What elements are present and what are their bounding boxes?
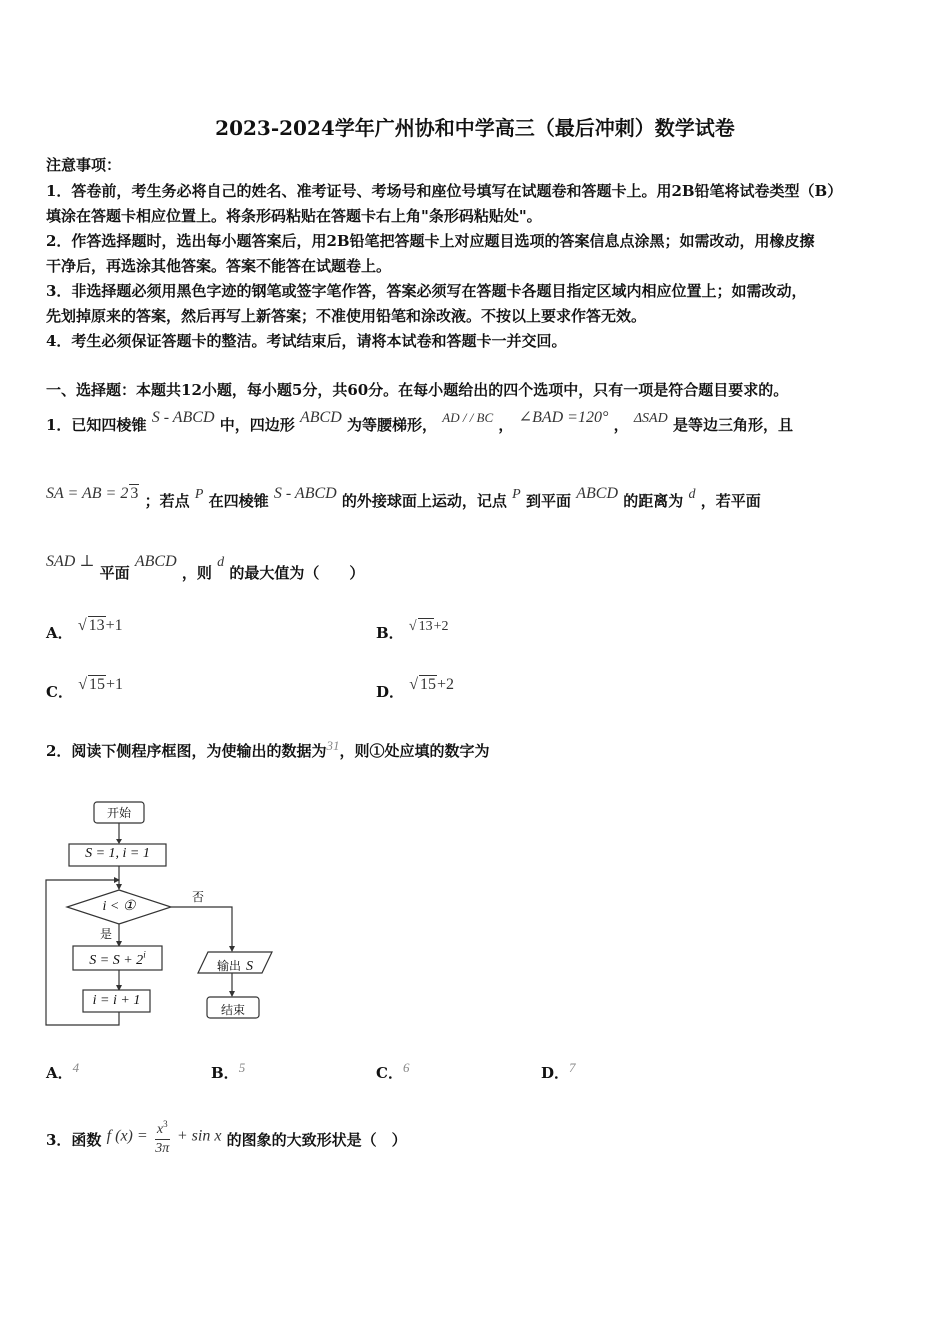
math-distance-d: d — [217, 555, 225, 570]
question-1-line-1 — [46, 406, 793, 434]
q1-text: ， — [498, 416, 514, 434]
option-label: D． — [376, 683, 405, 701]
q3-number: 3．函数 — [46, 1130, 102, 1149]
option-label: C． — [46, 683, 73, 701]
section-heading: 一、选择题：本题共12小题，每小题5分，共60分。在每小题给出的四个选项中，只有一项是符合题目要求的。 — [46, 381, 789, 399]
option-value: 5 — [238, 1060, 246, 1075]
q1-text: 的距离为 — [623, 492, 684, 510]
math-fraction — [155, 1115, 170, 1158]
fraction-numerator — [155, 1115, 170, 1140]
math-point-p: P — [512, 487, 521, 502]
option-radicand: 15 — [420, 676, 437, 693]
math-plane: ABCD — [134, 553, 177, 570]
numerator-base: x — [156, 1122, 164, 1137]
option-b[interactable] — [211, 1056, 246, 1082]
question-3-text — [46, 1115, 407, 1158]
option-b[interactable] — [376, 614, 449, 642]
notice-line: 填涂在答题卡相应位置上。将条形码粘贴在答题卡右上角"条形码粘贴处"。 — [46, 207, 542, 225]
option-radicand: 15 — [88, 676, 105, 693]
math-point-p: P — [194, 487, 204, 502]
flow-init-label: S = 1, i = 1 — [85, 846, 150, 861]
option-label: A． — [46, 624, 73, 642]
q1-text: 的外接球面上运动，记点 — [341, 492, 507, 510]
notice-line: 4．考生必须保证答题卡的整洁。考试结束后，请将本试卷和答题卡一并交回。 — [46, 332, 567, 350]
question-1-line-2 — [46, 482, 761, 510]
flow-update-s-exponent: i — [143, 949, 146, 960]
option-radicand: 13 — [88, 617, 105, 634]
option-label: B． — [376, 624, 404, 642]
q1-text: 在四棱锥 — [208, 492, 269, 510]
q2-text: ，则①处应填的数字为 — [339, 742, 490, 760]
option-rest: +2 — [433, 619, 449, 634]
q3-text: 的图象的大致形状是（ ） — [226, 1130, 407, 1149]
flow-end-label: 结束 — [220, 1003, 245, 1017]
option-c[interactable] — [46, 673, 123, 701]
option-value: √ 15+1 — [78, 676, 123, 693]
q1-text: 为等腰梯形， — [347, 416, 438, 434]
q1-text: ，若平面 — [700, 492, 761, 510]
option-a[interactable] — [46, 1056, 80, 1082]
option-d[interactable] — [541, 1056, 576, 1082]
numerator-exponent: 3 — [163, 1119, 168, 1129]
notice-line: 干净后，再选涂其他答案。答案不能答在试题卷上。 — [46, 257, 392, 275]
option-rest: +2 — [437, 676, 455, 693]
math-angle: ∠BAD =120° — [518, 409, 609, 426]
flow-output-text: 输出 — [216, 959, 241, 973]
math-31: 31 — [326, 738, 340, 753]
math-pyramid: S - ABCD — [273, 485, 337, 502]
option-c[interactable] — [376, 1056, 410, 1082]
option-value: 4 — [72, 1060, 80, 1075]
option-value: 7 — [569, 1060, 576, 1075]
option-label: C． — [376, 1064, 403, 1082]
notice-line: 3．非选择题必须用黑色字迹的钢笔或签字笔作答，答案必须写在答题卡各题目指定区域内相应位置上；如需改动， — [46, 282, 807, 300]
option-a[interactable] — [46, 614, 123, 642]
math-triangle: ΔSAD — [633, 411, 668, 426]
option-label: D． — [541, 1064, 570, 1082]
math-function: f (x) = — [106, 1127, 148, 1145]
q1-text: 平面 — [99, 564, 130, 582]
math-quadrilateral: ABCD — [299, 409, 342, 426]
math-sin: + sin x — [176, 1127, 222, 1145]
q1-text: 是等边三角形，且 — [672, 416, 793, 434]
q1-text: ；若点 — [144, 492, 190, 510]
notice-heading: 注意事项： — [46, 156, 122, 174]
math-distance-d: d — [688, 487, 696, 502]
option-value: 6 — [402, 1060, 410, 1075]
math-pyramid: S - ABCD — [151, 409, 215, 426]
notice-line: 2．作答选择题时，选出每小题答案后，用2B铅笔把答题卡上对应题目选项的答案信息点涂黑；如需改动，用橡皮擦 — [46, 232, 815, 250]
flow-no-label: 否 — [192, 890, 205, 904]
flow-output-var: S — [246, 959, 254, 974]
math-sa-ab: SA = AB = 2 — [46, 485, 129, 502]
math-perpendicular: SAD ⊥ — [46, 553, 95, 570]
option-value: √ 15+2 — [409, 676, 455, 693]
fraction-denominator: 3π — [155, 1141, 170, 1156]
math-parallel: AD / / BC — [442, 410, 494, 425]
q1-text: ， — [613, 416, 629, 434]
option-value: √ 13+2 — [408, 619, 449, 634]
math-plane: ABCD — [576, 485, 618, 502]
q1-text: ，则 — [181, 564, 212, 582]
notice-line: 先划掉原来的答案，然后再写上新答案；不准使用铅笔和涂改液。不按以上要求作答无效。 — [46, 307, 647, 325]
q1-number: 1．已知四棱锥 — [46, 416, 147, 434]
flow-update-i-label: i = i + 1 — [92, 993, 141, 1008]
option-radicand: 13 — [418, 619, 433, 634]
q1-text: 到平面 — [525, 492, 571, 510]
question-1-line-3 — [46, 550, 365, 582]
flow-update-s-text: S = S + 2 — [89, 953, 144, 968]
flow-update-s-label — [73, 949, 162, 969]
question-2-text — [46, 734, 490, 760]
option-label: B． — [211, 1064, 239, 1082]
notice-line: 1．答卷前，考生务必将自己的姓名、准考证号、考场号和座位号填写在试题卷和答题卡上。用2B铅笔将试卷类型（B） — [46, 182, 843, 200]
q1-text: 的最大值为（ ） — [229, 564, 365, 582]
q2-text: 2．阅读下侧程序框图，为使输出的数据为 — [46, 742, 327, 760]
flow-start-label: 开始 — [106, 806, 131, 820]
option-d[interactable] — [376, 673, 455, 701]
option-rest: +1 — [105, 617, 123, 634]
flow-yes-label: 是 — [100, 927, 113, 941]
option-rest: +1 — [105, 676, 123, 693]
q1-text: 中，四边形 — [219, 416, 295, 434]
page-title: 2023-2024学年广州协和中学高三（最后冲刺）数学试卷 — [215, 116, 735, 140]
flow-output-label — [198, 955, 272, 975]
option-label: A． — [46, 1064, 73, 1082]
option-value: √ 13+1 — [77, 617, 123, 634]
flow-cond-label: i < ① — [102, 899, 136, 914]
math-sqrt-3: 3 — [130, 485, 139, 502]
